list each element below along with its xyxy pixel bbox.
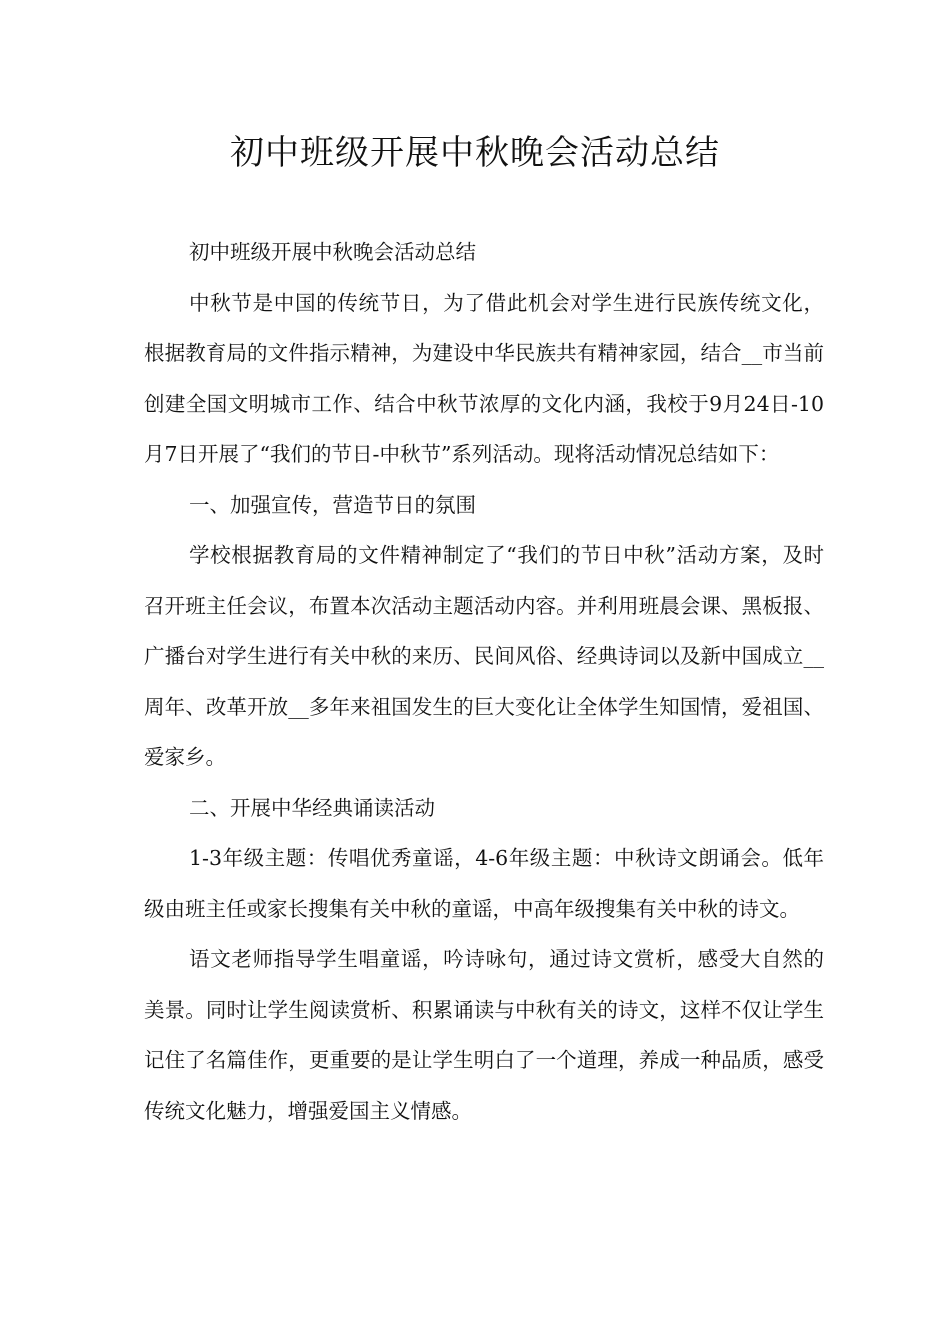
section-heading-2: 二、开展中华经典诵读活动 bbox=[189, 795, 435, 820]
paragraph-section-1: 学校根据教育局的文件精神制定了“我们的节日中秋”活动方案，及时召开班主任会议，布置本次活动主题活动内容。并利用班晨会课、黑板报、广播台对学生进行有关中秋的来历、民间风俗、经典诗词以及新中国成立__周年、改革开放__多年来祖国发生的巨大变化让全体学生知国情，爱祖国、爱家乡。 bbox=[144, 543, 824, 769]
paragraph-section-2b: 语文老师指导学生唱童谣，吟诗咏句，通过诗文赏析，感受大自然的美景。同时让学生阅读赏析、积累诵读与中秋有关的诗文，这样不仅让学生记住了名篇佳作，更重要的是让学生明白了一个道理，养成一种品质，感受传统文化魅力，增强爱国主义情感。 bbox=[144, 947, 824, 1123]
paragraph-section-2a: 1-3年级主题：传唱优秀童谣，4-6年级主题：中秋诗文朗诵会。低年级由班主任或家长搜集有关中秋的童谣，中高年级搜集有关中秋的诗文。 bbox=[144, 846, 824, 921]
paragraph-subtitle: 初中班级开展中秋晚会活动总结 bbox=[189, 240, 476, 264]
section-heading-1: 一、加强宣传，营造节日的氛围 bbox=[189, 492, 476, 517]
document-title: 初中班级开展中秋晚会活动总结 bbox=[230, 133, 720, 173]
document-body bbox=[144, 227, 824, 1136]
paragraph-intro: 中秋节是中国的传统节日，为了借此机会对学生进行民族传统文化，根据教育局的文件指示精神，为建设中华民族共有精神家园，结合__市当前创建全国文明城市工作、结合中秋节浓厚的文化内涵，我校于9月24日-10月7日开展了“我们的节日-中秋节”系列活动。现将活动情况总结如下： bbox=[144, 290, 824, 466]
